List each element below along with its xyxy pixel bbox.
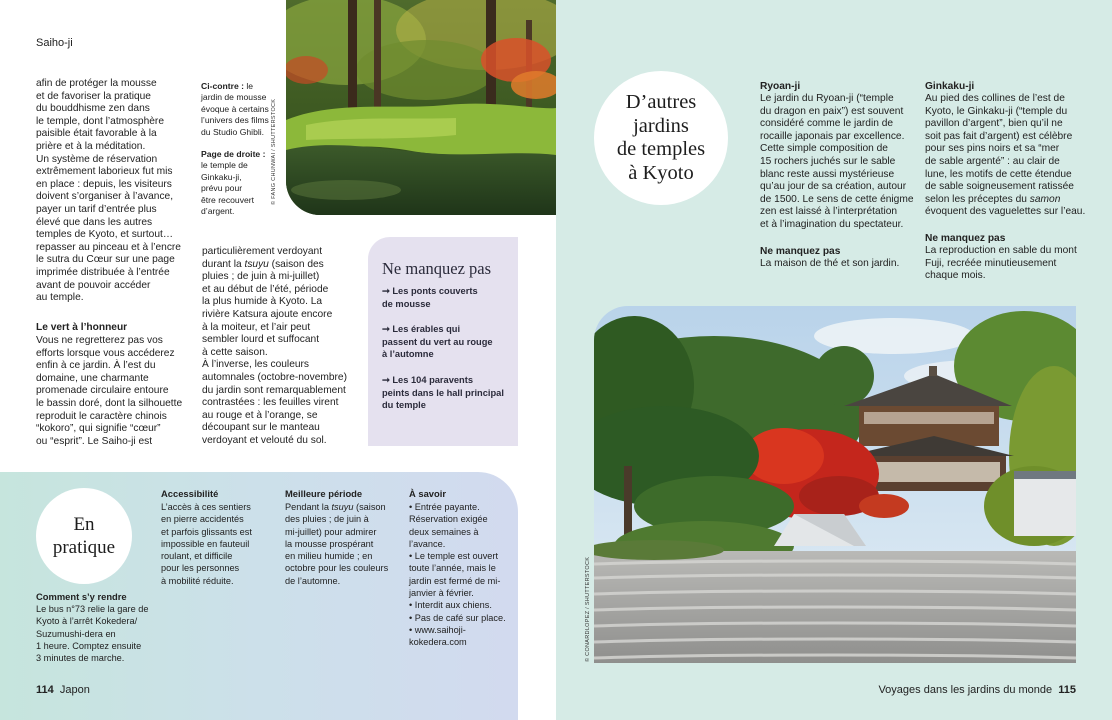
ne-manquez-pas-box xyxy=(368,237,518,446)
folio-title: Japon xyxy=(59,684,90,696)
ginkaku-ji-photo xyxy=(594,306,1076,663)
right-page xyxy=(556,0,1112,720)
photo-credit: © CONARDLOPEZ / SHUTTERSTOCK xyxy=(585,556,591,662)
info-text: L’accès à ces sentiers en pierre accidentés et parfois glissants est impossible en fauteuil roulant, et difficile pour les personnes à mobilité réduite. xyxy=(161,502,252,586)
body-text-col2 xyxy=(202,246,362,448)
garden-nmp-heading: Ne manquez pas xyxy=(760,246,841,257)
box-title: Ne manquez pas xyxy=(382,259,492,278)
caption-moss xyxy=(201,81,281,138)
body-text-col2-rest: pluies ; de juin à mi-juillet) et au début de l’été, période la plus humide à Kyoto. La rivière Katsura ajoute encore à la moiteur, et l’air peut sembler lourd et suffocant à cette saison. À l’inverse, les couleurs automnales (octobre-novembre) du jardin sont remarquablement contrastées : les feuilles virent au rouge et à l’orange, se découpant sur le manteau verdoyant et velouté du sol. xyxy=(202,271,347,446)
garden-text: Le jardin du Ryoan-ji (“temple du dragon en paix”) est souvent considéré comme le jardin de rocaille japonais par excellence. Cette simple composition de 15 rochers juchés sur le sable blanc reste aussi mystérieuse qu’au jour de sa création, autour de 1500. Le sens de cette énigme zen est laissé à l’interprétation et à l’imagination du spectateur. xyxy=(760,93,914,230)
body-text-col1-b: Vous ne regretterez pas vos efforts lorsque vous accéderez enfin à ce jardin. À l’est du domaine, une charmante promenade circulaire entoure le bassin doré, dont la silhouette reproduit le caractère chinois “kokoro”, qui signifie “cœur” ou “esprit”. Le Saiho-ji est xyxy=(36,335,183,447)
info-heading: Meilleure période xyxy=(285,488,363,499)
box-item: ➞ Les érables qui passent du vert au rouge à l’automne xyxy=(382,324,493,359)
garden-nmp-heading: Ne manquez pas xyxy=(925,233,1006,244)
running-head: Saiho-ji xyxy=(36,37,73,49)
body-text-col1: afin de protéger la mousse et de favoriser la pratique du bouddhisme zen dans le temple, dont l’atmosphère paisible était favorable à la prière et à la méditation. Un système de réservation extrêmement laborieux fut mis en place : depuis, les visiteurs doivent s’organiser à l’avance, payer un tarif d’entrée plus élevé que dans les autres temples de Kyoto, et surtout… repasser au pinceau et à l’encre le sutra du Cœur sur une page imprimée distribuée à l’entrée avant de pouvoir accéder au temple. xyxy=(36,78,181,304)
body-line: durant la tsuyu (saison des xyxy=(202,258,324,270)
box-item: ➞ Les 104 paravents peints dans le hall principal du temple xyxy=(382,375,504,410)
info-line: Pendant la tsuyu (saison xyxy=(285,502,386,512)
garden-text xyxy=(925,93,1095,219)
folio-left xyxy=(36,684,90,696)
info-heading: À savoir xyxy=(409,488,446,499)
ginkaku-ji-illustration xyxy=(594,306,1076,663)
garden-line: selon les préceptes du samon xyxy=(925,193,1061,205)
info-text: • Entrée payante. Réservation exigée deux semaines à l’avance. • Le temple est ouvert toute l’année, mais le jardin est fermé de mi- janvier à février. • Interdit aux chiens. • Pas de café sur place. • www.saihoji- kokedera.com xyxy=(409,502,506,648)
info-heading: Accessibilité xyxy=(161,488,219,499)
folio-title: Voyages dans les jardins du monde xyxy=(878,684,1053,696)
moss-garden-illustration xyxy=(286,0,556,215)
en-pratique-circle: En pratique xyxy=(36,488,132,584)
folio-right xyxy=(878,684,1076,696)
garden-line: évoquent des vaguelettes sur l’eau. xyxy=(925,206,1086,218)
page-number: 114 xyxy=(36,684,54,696)
en-pratique-panel xyxy=(0,472,518,720)
page-number: 115 xyxy=(1058,684,1076,696)
photo-credit: © FANG CHUNWAI / SHUTTERSTOCK xyxy=(271,98,277,205)
body-line: particulièrement verdoyant xyxy=(202,246,323,257)
caption-text: le temple de Ginkaku-ji, prévu pour être recouvert d’argent. xyxy=(201,160,255,217)
moss-garden-photo xyxy=(286,0,556,215)
info-text xyxy=(285,501,403,587)
caption-label: Ci-contre : xyxy=(201,81,244,91)
info-text: Le bus n°73 relie la gare de Kyoto à l’arrêt Kokedera/ Suzumushi-dera en 1 heure. Comptez ensuite 3 minutes de marche. xyxy=(36,604,149,664)
caption-text: le jardin de mousse évoque à certains l’univers des films du Studio Ghibli. xyxy=(201,81,269,137)
caption-ginkaku xyxy=(201,149,281,217)
subheading-vert: Le vert à l’honneur xyxy=(36,322,128,333)
caption-label: Page de droite : xyxy=(201,149,266,159)
garden-heading: Ryoan-ji xyxy=(760,81,801,92)
garden-nmp-text: La reproduction en sable du mont Fuji, recréée minutieusement chaque mois. xyxy=(925,245,1077,282)
info-heading: Comment s’y rendre xyxy=(36,591,127,602)
other-gardens-circle: D’autres jardins de temples à Kyoto xyxy=(594,71,728,205)
info-text-rest: des pluies ; de juin à mi-juillet) pour admirer la mousse prospérant en milieu humide ; en octobre pour les couleurs de l’automne. xyxy=(285,514,389,586)
box-item: ➞ Les ponts couverts de mousse xyxy=(382,286,478,309)
garden-heading: Ginkaku-ji xyxy=(925,81,975,92)
garden-text-main: Au pied des collines de l’est de Kyoto, le Ginkaku-ji (“temple du pavillon d’argent”, bien qu’il ne soit pas fait d’argent) est célèbre pour ses pins noirs et sa “mer de sable argenté” : au clair de lune, les motifs de cette étendue de sable soigneusement ratissée xyxy=(925,93,1074,193)
garden-nmp-text: La maison de thé et son jardin. xyxy=(760,258,900,269)
